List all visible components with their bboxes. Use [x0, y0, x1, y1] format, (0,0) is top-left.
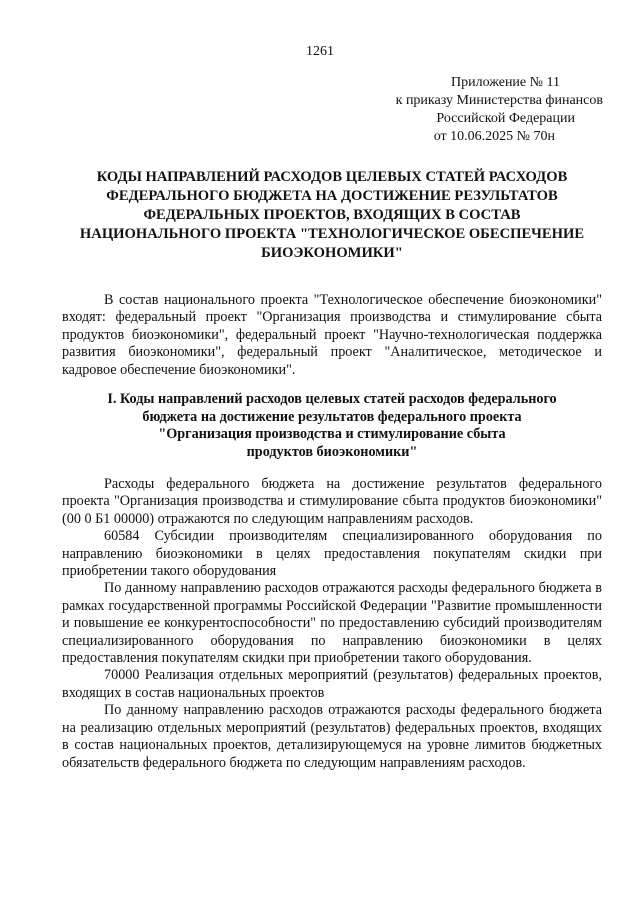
title-line: БИОЭКОНОМИКИ"	[261, 245, 403, 261]
title-line: ФЕДЕРАЛЬНЫХ ПРОЕКТОВ, ВХОДЯЩИХ В СОСТАВ	[143, 207, 521, 223]
title-line: ФЕДЕРАЛЬНОГО БЮДЖЕТА НА ДОСТИЖЕНИЕ РЕЗУЛЬТАТОВ	[106, 188, 558, 204]
page-number: 1261	[306, 44, 334, 59]
paragraph: По данному направлению расходов отражаются расходы федерального бюджета в рамках государственной программы Российской Федерации "Развитие промышленности и повышение ее конкурентоспособности" по предоставлению субсидий производителям специализированного оборудования по направлению биоэкономики в целях предоставления покупателям скидки при приобретении такого оборудования.	[62, 580, 602, 667]
intro-block	[62, 292, 602, 379]
annex-line-1: Приложение № 11	[451, 75, 560, 90]
section-1-title	[70, 391, 594, 461]
section-title-line: бюджета на достижение результатов федерального проекта	[142, 408, 522, 425]
paragraph: Расходы федерального бюджета на достижение результатов федерального проекта "Организация производства и стимулирование сбыта продуктов биоэкономики" (00 0 Б1 00000) отражаются по следующим направлениям расходов.	[62, 476, 602, 527]
annex-line-3: Российской Федерации	[436, 111, 575, 126]
section-title-line: I. Коды направлений расходов целевых статей расходов федерального	[107, 391, 557, 407]
paragraph: По данному направлению расходов отражаются расходы федерального бюджета на реализацию отдельных мероприятий (результатов) федеральных проектов, входящих в состав национальных проектов, детализирующемуся на уровне лимитов бюджетных обязательств федерального бюджета по следующим направлениям расходов.	[62, 702, 602, 771]
section-1-body	[62, 476, 602, 772]
title-line: НАЦИОНАЛЬНОГО ПРОЕКТА "ТЕХНОЛОГИЧЕСКОЕ ОБЕСПЕЧЕНИЕ	[79, 226, 585, 242]
section-title-line: "Организация производства и стимулирование сбыта	[158, 426, 506, 443]
document-title	[40, 168, 624, 263]
title-line: КОДЫ НАПРАВЛЕНИЙ РАСХОДОВ ЦЕЛЕВЫХ СТАТЕЙ РАСХОДОВ	[96, 169, 568, 185]
annex-line-2: к приказу Министерства финансов	[395, 93, 603, 108]
section-title-line: продуктов биоэкономики"	[246, 443, 418, 460]
paragraph: 60584 Субсидии производителям специализированного оборудования по направлению биоэкономики в целях предоставления покупателям скидки при приобретении такого оборудования	[62, 528, 602, 580]
intro-paragraph: В состав национального проекта "Технологическое обеспечение биоэкономики" входят: федеральный проект "Организация производства и стимулирование сбыта продуктов биоэкономики", федеральный проект "Научно-технологическая поддержка развития биоэкономики", федеральный проект "Аналитическое, методическое и кадровое обеспечение биоэкономики".	[62, 292, 602, 378]
annex-line-4: от 10.06.2025 № 70н	[433, 129, 555, 144]
paragraph: 70000 Реализация отдельных мероприятий (результатов) федеральных проектов, входящих в состав национальных проектов	[62, 667, 602, 701]
annex-block	[368, 74, 603, 146]
